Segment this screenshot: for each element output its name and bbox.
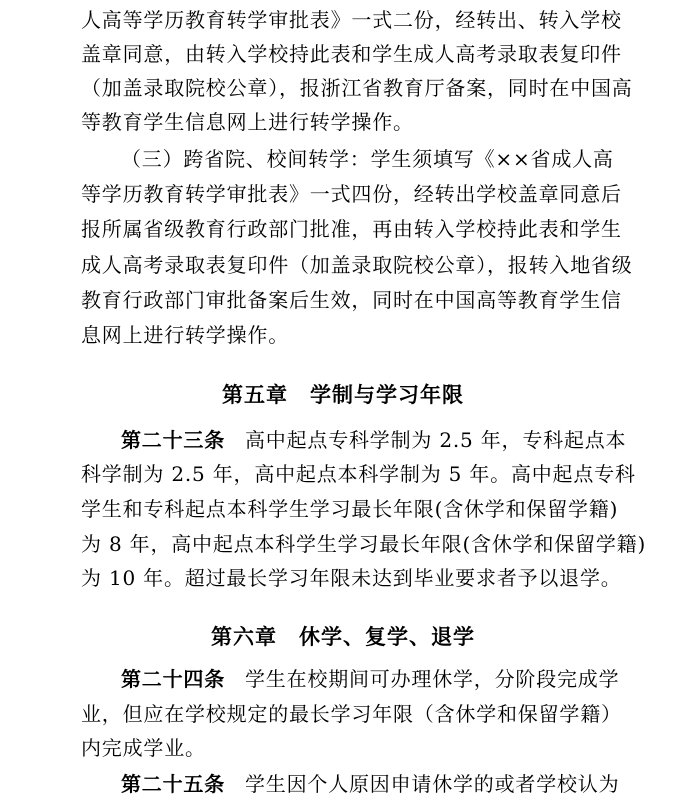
article-25-text: 学生因个人原因申请休学的或者学校认为: [245, 772, 620, 796]
paragraph-line: 学生和专科起点本科学生学习最长年限(含休学和保留学籍): [81, 497, 619, 521]
paragraph-line: 内完成学业。: [81, 736, 206, 760]
article-24-text: 学生在校期间可办理休学，分阶段完成学: [245, 667, 620, 691]
article-23-text: 高中起点专科学制为 2.5 年，专科起点本: [245, 428, 627, 452]
article-23-first-line: [121, 426, 626, 454]
article-25-label: 第二十五条: [121, 772, 225, 796]
paragraph-line: 盖章同意，由转入学校持此表和学生成人高考录取表复印件: [81, 42, 622, 66]
paragraph-line: 等学历教育转学审批表》一式四份，经转出学校盖章同意后: [81, 182, 622, 206]
article-25-first-line: [121, 770, 619, 798]
paragraph-line: 息网上进行转学操作。: [81, 323, 289, 347]
paragraph-line: 报所属省级教育行政部门批准，再由转入学校持此表和学生: [81, 217, 622, 241]
paragraph-line: 为 8 年，高中起点本科学生学习最长年限(含休学和保留学籍): [81, 532, 647, 556]
chapter-six-heading: 第六章 休学、复学、退学: [211, 625, 475, 649]
paragraph-line: 教育行政部门审批备案后生效，同时在中国高等教育学生信: [81, 288, 622, 312]
paragraph-line: 人高等学历教育转学审批表》一式二份，经转出、转入学校: [81, 8, 622, 32]
article-23-label: 第二十三条: [121, 428, 225, 452]
paragraph-line: 等教育学生信息网上进行转学操作。: [81, 110, 414, 134]
paragraph-line: 科学制为 2.5 年，高中起点本科学制为 5 年。高中起点专科: [81, 462, 636, 486]
paragraph-line: 为 10 年。超过最长学习年限未达到毕业要求者予以退学。: [81, 566, 622, 590]
article-24-label: 第二十四条: [121, 667, 225, 691]
clause-three-first-line: （三）跨省院、校间转学：学生须填写《××省成人高: [121, 147, 614, 171]
article-24-first-line: [121, 665, 619, 693]
paragraph-line: （加盖录取院校公章），报浙江省教育厅备案，同时在中国高: [81, 76, 633, 100]
paragraph-line: 成人高考录取表复印件（加盖录取院校公章），报转入地省级: [81, 253, 633, 277]
paragraph-line: 业，但应在学校规定的最长学习年限（含休学和保留学籍）: [81, 702, 622, 726]
chapter-five-heading: 第五章 学制与学习年限: [222, 383, 464, 407]
